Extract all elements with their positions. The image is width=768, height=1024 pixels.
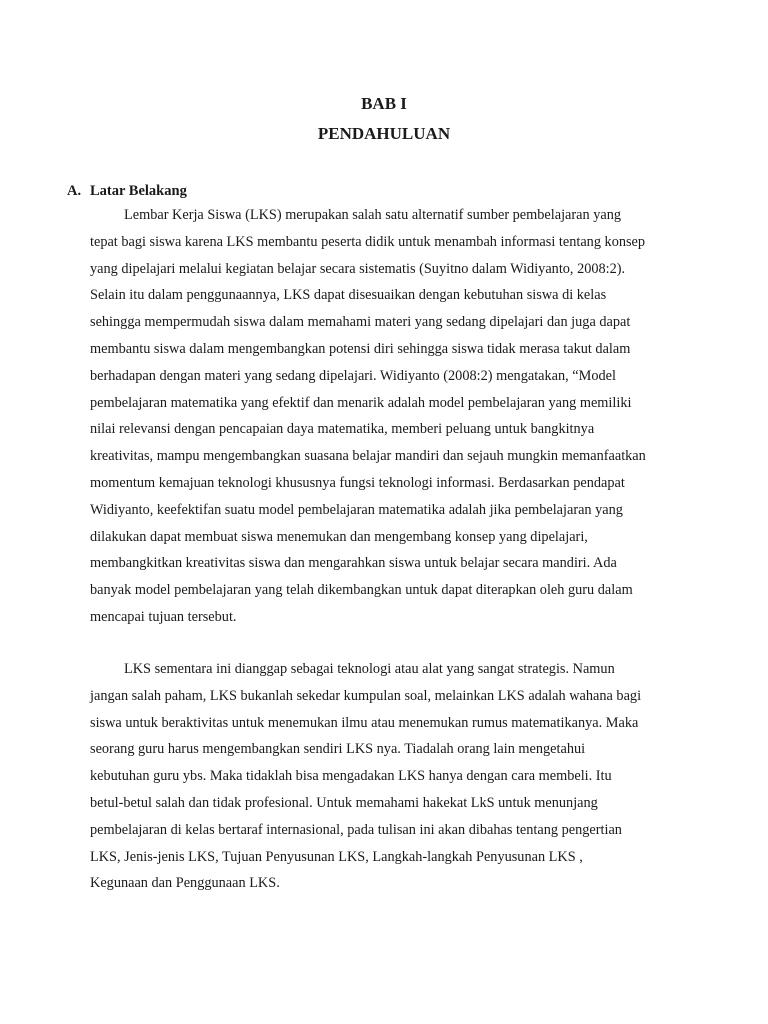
paragraph-2	[90, 656, 690, 897]
paragraph-line: sehingga mempermudah siswa dalam memahami materi yang sedang dipelajari dan juga dapat	[90, 314, 631, 331]
paragraph-line: banyak model pembelajaran yang telah dikembangkan untuk dapat diterapkan oleh guru dalam	[90, 582, 633, 599]
paragraph-line: Kegunaan dan Penggunaan LKS.	[90, 875, 280, 892]
paragraph-line: dilakukan dapat membuat siswa menemukan dan mengembang konsep yang dipelajari,	[90, 528, 588, 545]
paragraph-line: momentum kemajuan teknologi khususnya fungsi teknologi informasi. Berdasarkan pendapat	[90, 474, 625, 491]
paragraph-line: membantu siswa dalam mengembangkan potensi diri sehingga siswa tidak merasa takut dalam	[90, 340, 631, 357]
section-heading	[67, 180, 187, 202]
paragraph-line: seorang guru harus mengembangkan sendiri LKS nya. Tiadalah orang lain mengetahui	[90, 741, 586, 758]
section-title: Latar Belakang	[90, 183, 187, 199]
paragraph-line: Widiyanto, keefektifan suatu model pembelajaran matematika adalah jika pembelajaran yang	[90, 501, 623, 518]
paragraph-line: siswa untuk beraktivitas untuk menemukan ilmu atau menemukan rumus matematikanya. Maka	[90, 714, 639, 731]
paragraph-line: berhadapan dengan materi yang sedang dipelajari. Widiyanto (2008:2) mengatakan, “Model	[90, 367, 616, 384]
paragraph-line: Lembar Kerja Siswa (LKS) merupakan salah satu alternatif sumber pembelajaran yang	[124, 207, 622, 223]
paragraph-line: mencapai tujuan tersebut.	[90, 608, 237, 625]
paragraph-1	[90, 202, 690, 631]
paragraph-line: pembelajaran di kelas bertaraf internasional, pada tulisan ini akan dibahas tentang pengertian	[90, 821, 622, 838]
paragraph-line: jangan salah paham, LKS bukanlah sekedar kumpulan soal, melainkan LKS adalah wahana bagi	[90, 687, 642, 704]
paragraph-line: pembelajaran matematika yang efektif dan menarik adalah model pembelajaran yang memiliki	[90, 394, 632, 411]
paragraph-line: kebutuhan guru ybs. Maka tidaklah bisa mengadakan LKS hanya dengan cara membeli. Itu	[90, 768, 612, 785]
paragraph-line: membangkitkan kreativitas siswa dan mengarahkan siswa untuk belajar secara mandiri. Ada	[90, 555, 617, 572]
section-marker: A.	[67, 183, 82, 199]
paragraph-line: betul-betul salah dan tidak profesional. Untuk memahami hakekat LkS untuk menunjang	[90, 794, 598, 811]
paragraph-line: yang dipelajari melalui kegiatan belajar secara sistematis (Suyitno dalam Widiyanto, 2008:2).	[90, 260, 626, 277]
paragraph-line: nilai relevansi dengan pencapaian daya matematika, memberi peluang untuk bangkitnya	[90, 421, 595, 438]
paragraph-line: tepat bagi siswa karena LKS membantu peserta didik untuk menambah informasi tentang konsep	[90, 233, 646, 250]
chapter-title: PENDAHULUAN	[317, 124, 451, 143]
paragraph-line: Selain itu dalam penggunaannya, LKS dapat disesuaikan dengan kebutuhan siswa di kelas	[90, 287, 607, 304]
paragraph-line: LKS, Jenis-jenis LKS, Tujuan Penyusunan LKS, Langkah-langkah Penyusunan LKS ,	[90, 848, 583, 865]
chapter-number: BAB I	[361, 94, 407, 113]
paragraph-line: LKS sementara ini dianggap sebagai teknologi atau alat yang sangat strategis. Namun	[124, 661, 615, 677]
paragraph-line: kreativitas, mampu mengembangkan suasana belajar mandiri dan sejauh mungkin memanfaatkan	[90, 448, 646, 465]
